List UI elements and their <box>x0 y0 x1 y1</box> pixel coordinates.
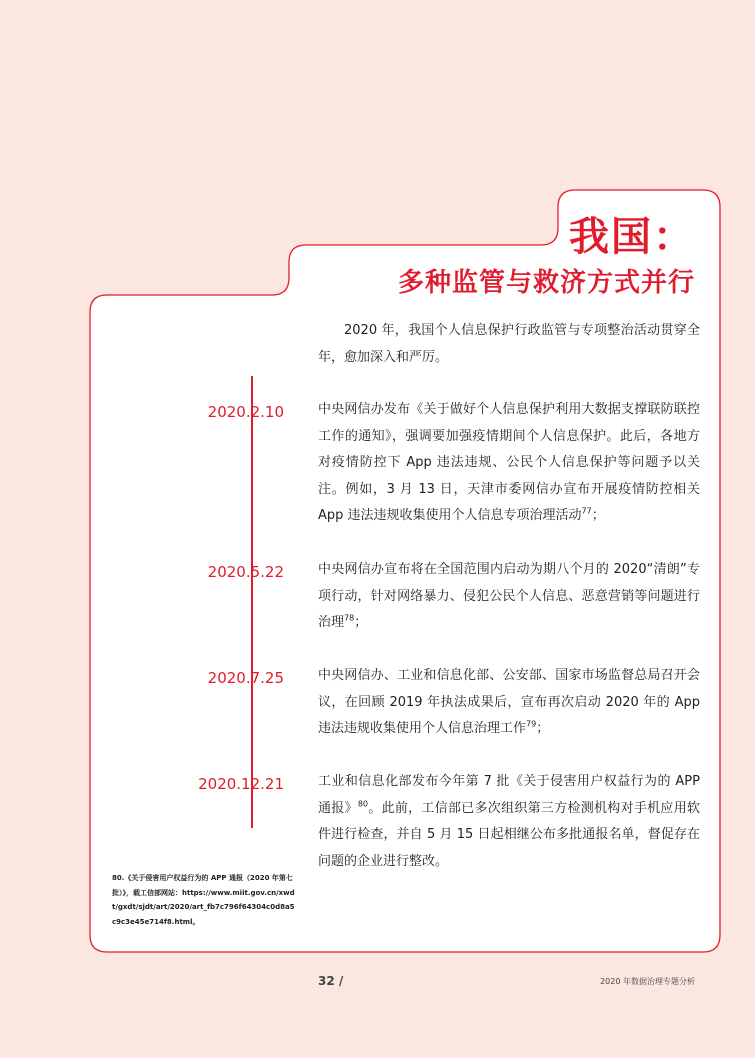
footnote-ref: 77 <box>581 506 592 516</box>
timeline-date: 2020.5.22 <box>207 563 284 581</box>
timeline-line <box>251 376 253 828</box>
heading-subtitle: 多种监管与救济方式并行 <box>397 268 695 298</box>
timeline-date: 2020.7.25 <box>207 669 284 687</box>
timeline-entry-text: 中央网信办宣布将在全国范围内启动为期八个月的 2020“清朗”专项行动，针对网络暴力、侵犯公民个人信息、恶意营销等问题进行治理$^{78}$； <box>318 562 700 630</box>
timeline-entry-text: 中央网信办、工业和信息化部、公安部、国家市场监督总局召开会议，在回顾 2019 年执法成果后，宣布再次启动 2020 年的 App 违法违规收集使用个人信息治理工作$^{79}$； <box>318 668 700 736</box>
timeline-entry-text: 工业和信息化部发布今年第 7 批《关于侵害用户权益行为的 APP 通报》$^{80}$。此前，工信部已多次组织第三方检测机构对手机应用软件进行检查，并自 5 月 15 日起相继公布多批通报名单，督促存在问题的企业进行整改。 <box>318 774 700 869</box>
intro-paragraph: 2020 年，我国个人信息保护行政监管与专项整治活动贯穿全年，愈加深入和严厉。 <box>318 323 700 365</box>
footnote-ref: 78 <box>344 613 355 623</box>
footnote: 80.《关于侵害用户权益行为的 APP 通报（2020 年第七批）》，载工信部网站：https://www.miit.gov.cn/xwdt/gxdt/sjdt/art/2020/art_fb7c796f64304c0d8a5c9c3e45e714f8.html。 <box>112 874 295 926</box>
footnote-ref: 79 <box>526 719 537 729</box>
heading-title: 我国： <box>569 214 695 260</box>
timeline-date: 2020.12.21 <box>198 775 284 793</box>
footer-title: 2020 年数据治理专题分析 <box>600 977 695 986</box>
timeline-date: 2020.2.10 <box>207 403 284 421</box>
footnote-ref: 80 <box>357 799 369 809</box>
page-number: 32 / <box>318 974 344 988</box>
timeline-entry-text: 中央网信办发布《关于做好个人信息保护利用大数据支撑联防联控工作的通知》，强调要加强疫情期间个人信息保护。此后，各地方对疫情防控下 App 违法违规、公民个人信息保护等问题予以关注。例如，3 月 13 日，天津市委网信办宣布开展疫情防控相关 App 违法违规收集使用个人信息专项治理活动$^{77}$； <box>318 402 700 523</box>
